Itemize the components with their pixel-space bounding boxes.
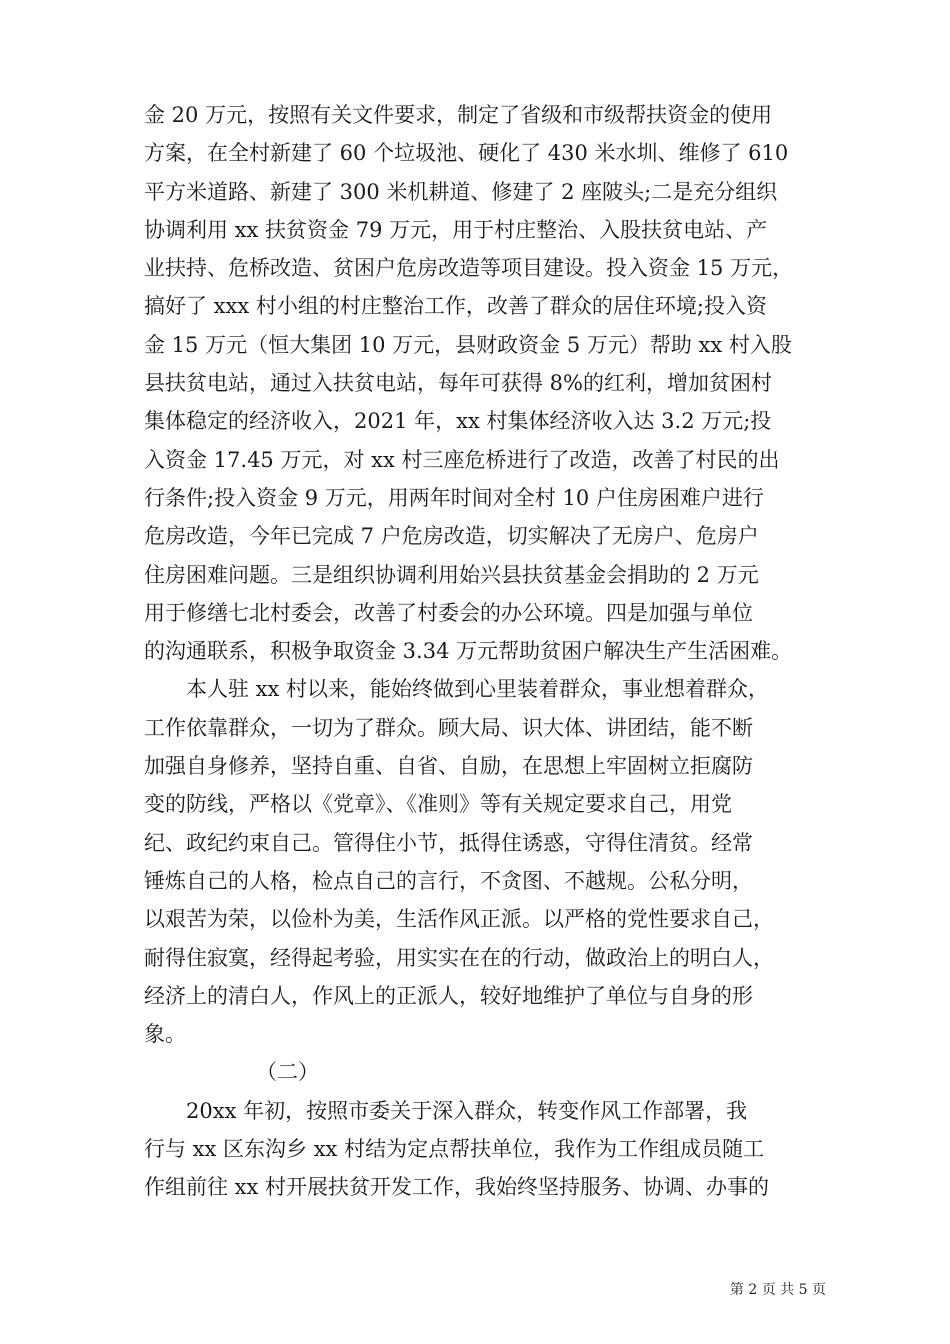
text-line: 集体稳定的经济收入，2021 年，xx 村集体经济收入达 3.2 万元;投 [144, 409, 772, 434]
text-line: 以艰苦为荣，以俭朴为美，生活作风正派。以严格的党性要求自己， [144, 907, 774, 932]
text-line: 纪、政纪约束自己。管得住小节，抵得住诱惑，守得住清贫。经常 [144, 830, 753, 855]
text-line: 住房困难问题。三是组织协调利用始兴县扶贫基金会捐助的 2 万元 [144, 562, 759, 587]
text-line: 行条件;投入资金 9 万元，用两年时间对全村 10 户住房困难户进行 [144, 485, 764, 510]
text-line: 金 15 万元（恒大集团 10 万元，县财政资金 5 万元）帮助 xx 村入股 [144, 332, 792, 357]
page-number-footer: 第 2 页 共 5 页 [729, 1282, 826, 1298]
text-line: 业扶持、危桥改造、贫困户危房改造等项目建设。投入资金 15 万元， [144, 256, 794, 281]
section-heading: （二） [256, 1060, 319, 1085]
paragraph-start-line: 20xx 年初，按照市委关于深入群众，转变作风工作部署，我 [186, 1098, 748, 1123]
text-line: 作组前往 xx 村开展扶贫开发工作，我始终坚持服务、协调、办事的 [144, 1175, 770, 1200]
document-body [144, 96, 824, 1207]
text-line: 危房改造，今年已完成 7 户危房改造，切实解决了无房户、危房户 [144, 524, 759, 549]
text-line: 耐得住寂寞，经得起考验，用实实在在的行动，做政治上的明白人， [144, 945, 774, 970]
text-line: 加强自身修养，坚持自重、自省、自励，在思想上牢固树立拒腐防 [144, 754, 753, 779]
text-line: 协调利用 xx 扶贫资金 79 万元，用于村庄整治、入股扶贫电站、产 [144, 217, 768, 242]
text-line: 用于修缮七北村委会，改善了村委会的办公环境。四是加强与单位 [144, 600, 753, 625]
text-line: 变的防线，严格以《党章》、《准则》等有关规定要求自己，用党 [144, 792, 732, 817]
text-line: 工作依靠群众，一切为了群众。顾大局、识大体、讲团结，能不断 [144, 715, 753, 740]
paragraph-start-line: 本人驻 xx 村以来，能始终做到心里装着群众，事业想着群众， [186, 677, 770, 702]
text-line: 锤炼自己的人格，检点自己的言行，不贪图、不越规。公私分明， [144, 868, 753, 893]
text-line: 搞好了 xxx 村小组的村庄整治工作，改善了群众的居住环境;投入资 [144, 294, 767, 319]
text-line: 入资金 17.45 万元，对 xx 村三座危桥进行了改造，改善了村民的出 [144, 447, 780, 472]
text-line: 平方米道路、新建了 300 米机耕道、修建了 2 座陂头;二是充分组织 [144, 179, 778, 204]
text-line: 的沟通联系，积极争取资金 3.34 万元帮助贫困户解决生产生活困难。 [144, 639, 793, 664]
text-line: 方案，在全村新建了 60 个垃圾池、硬化了 430 米水圳、维修了 610 [144, 141, 789, 166]
text-line: 行与 xx 区东沟乡 xx 村结为定点帮扶单位，我作为工作组成员随工 [144, 1137, 765, 1162]
text-line: 金 20 万元，按照有关文件要求，制定了省级和市级帮扶资金的使用 [144, 103, 773, 127]
text-line: 经济上的清白人，作风上的正派人，较好地维护了单位与自身的形 [144, 983, 753, 1008]
text-line: 县扶贫电站，通过入扶贫电站，每年可获得 8%的红利，增加贫困村 [144, 371, 772, 396]
text-line: 象。 [144, 1022, 186, 1047]
